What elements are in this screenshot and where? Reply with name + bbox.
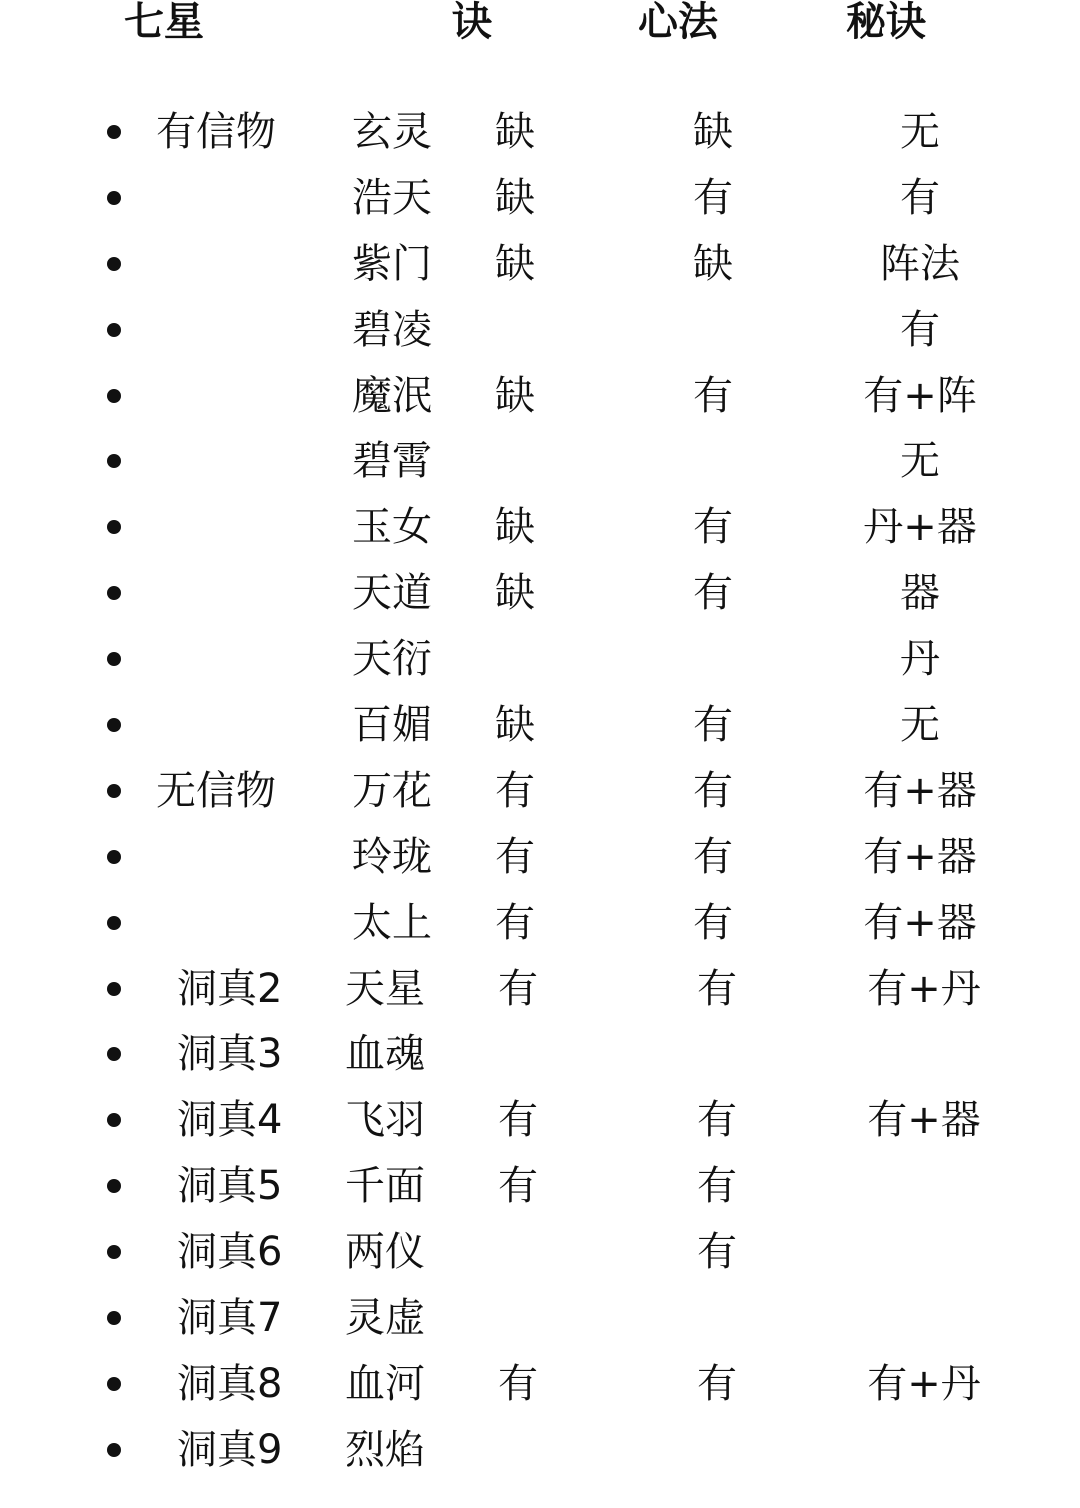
sect-name: 天道	[352, 570, 432, 617]
list-item	[0, 231, 1080, 297]
sect-name: 玉女	[352, 504, 432, 551]
group-label: 洞真2	[177, 965, 283, 1012]
sect-name: 烈焰	[345, 1426, 425, 1473]
list-item	[0, 890, 1080, 956]
mijue-value: 器	[900, 570, 940, 617]
sect-name: 碧霄	[352, 438, 432, 485]
bullet-icon	[107, 586, 121, 600]
sect-name: 浩天	[352, 174, 432, 221]
mijue-value: 有	[900, 306, 940, 353]
bullet-icon	[107, 1311, 121, 1325]
xinfa-value: 有	[693, 833, 733, 880]
list-item	[0, 1351, 1080, 1417]
xinfa-value: 有	[693, 767, 733, 814]
sect-name: 血魂	[345, 1031, 425, 1078]
list-item	[0, 297, 1080, 363]
mijue-value: 有+器	[867, 1097, 981, 1144]
xinfa-value: 有	[693, 570, 733, 617]
sect-name: 天星	[345, 965, 425, 1012]
list-item	[0, 363, 1080, 429]
xinfa-value: 有	[697, 1097, 737, 1144]
list-item	[0, 824, 1080, 890]
list-item	[0, 560, 1080, 626]
mijue-value: 丹	[900, 636, 940, 683]
jue-value: 有	[498, 1360, 538, 1407]
xinfa-value: 有	[697, 965, 737, 1012]
xinfa-value: 有	[697, 1229, 737, 1276]
mijue-value: 有+丹	[867, 1360, 981, 1407]
jue-value: 缺	[495, 702, 535, 749]
list-item	[0, 758, 1080, 824]
sect-name: 飞羽	[345, 1097, 425, 1144]
sect-name: 百媚	[352, 702, 432, 749]
sect-name: 灵虚	[345, 1295, 425, 1342]
list-item	[0, 165, 1080, 231]
list-item	[0, 1417, 1080, 1483]
mijue-value: 丹+器	[863, 504, 977, 551]
group-label: 无信物	[156, 767, 276, 814]
list-item	[0, 1153, 1080, 1219]
bullet-icon	[107, 1113, 121, 1127]
sect-name: 两仪	[345, 1229, 425, 1276]
group-label: 洞真9	[177, 1426, 283, 1473]
list-item	[0, 494, 1080, 560]
xinfa-value: 有	[693, 174, 733, 221]
jue-value: 有	[498, 1163, 538, 1210]
bullet-icon	[107, 1377, 121, 1391]
group-label: 洞真4	[177, 1097, 283, 1144]
list-item	[0, 1219, 1080, 1285]
xinfa-value: 有	[697, 1163, 737, 1210]
jue-value: 有	[495, 899, 535, 946]
xinfa-value: 有	[697, 1360, 737, 1407]
mijue-value: 有+器	[863, 899, 977, 946]
sect-name: 玄灵	[352, 109, 432, 155]
xinfa-value: 有	[693, 899, 733, 946]
bullet-icon	[107, 323, 121, 337]
sect-name: 魔泯	[352, 372, 432, 419]
bullet-icon	[107, 520, 121, 534]
xinfa-value: 缺	[693, 240, 733, 287]
bullet-icon	[107, 1443, 121, 1457]
group-label: 洞真6	[177, 1229, 283, 1276]
bullet-icon	[107, 454, 121, 468]
list-item	[0, 1285, 1080, 1351]
header-qixing: 七星	[124, 0, 204, 45]
bullet-icon	[107, 982, 121, 996]
list-item	[0, 1021, 1080, 1087]
mijue-value: 有+器	[863, 767, 977, 814]
xinfa-value: 缺	[693, 109, 733, 155]
sect-name: 紫门	[352, 240, 432, 287]
jue-value: 缺	[495, 570, 535, 617]
jue-value: 有	[495, 767, 535, 814]
bullet-icon	[107, 1179, 121, 1193]
jue-value: 缺	[495, 372, 535, 419]
xinfa-value: 有	[693, 702, 733, 749]
jue-value: 缺	[495, 504, 535, 551]
jue-value: 有	[498, 965, 538, 1012]
list-item	[0, 99, 1080, 165]
list-item	[0, 1087, 1080, 1153]
mijue-value: 阵法	[880, 240, 960, 287]
sect-name: 血河	[345, 1360, 425, 1407]
mijue-value: 无	[900, 438, 940, 485]
bullet-icon	[107, 257, 121, 271]
jue-value: 缺	[495, 109, 535, 155]
sect-list	[0, 99, 1080, 1483]
table-header	[0, 0, 1080, 60]
jue-value: 有	[498, 1097, 538, 1144]
mijue-value: 有	[900, 174, 940, 221]
bullet-icon	[107, 125, 121, 139]
xinfa-value: 有	[693, 504, 733, 551]
mijue-value: 有+阵	[863, 372, 977, 419]
group-label: 洞真5	[177, 1163, 283, 1210]
bullet-icon	[107, 850, 121, 864]
group-label: 洞真7	[177, 1295, 283, 1342]
list-item	[0, 692, 1080, 758]
bullet-icon	[107, 389, 121, 403]
bullet-icon	[107, 652, 121, 666]
header-mijue: 秘诀	[846, 0, 926, 45]
bullet-icon	[107, 1047, 121, 1061]
bullet-icon	[107, 1245, 121, 1259]
sect-name: 千面	[345, 1163, 425, 1210]
list-item	[0, 956, 1080, 1022]
group-label: 洞真3	[177, 1031, 283, 1078]
bullet-icon	[107, 784, 121, 798]
xinfa-value: 有	[693, 372, 733, 419]
mijue-value: 有+器	[863, 833, 977, 880]
bullet-icon	[107, 916, 121, 930]
mijue-value: 有+丹	[867, 965, 981, 1012]
header-jue: 诀	[452, 0, 492, 45]
jue-value: 缺	[495, 174, 535, 221]
group-label: 洞真8	[177, 1360, 283, 1407]
list-item	[0, 428, 1080, 494]
sect-name: 碧凌	[352, 306, 432, 353]
bullet-icon	[107, 718, 121, 732]
sect-name: 天衍	[352, 636, 432, 683]
mijue-value: 无	[900, 702, 940, 749]
header-xinfa: 心法	[638, 0, 718, 45]
group-label: 有信物	[156, 109, 276, 155]
sect-name: 太上	[352, 899, 432, 946]
sect-name: 玲珑	[352, 833, 432, 880]
mijue-value: 无	[900, 109, 940, 155]
jue-value: 有	[495, 833, 535, 880]
list-item	[0, 626, 1080, 692]
sect-name: 万花	[352, 767, 432, 814]
bullet-icon	[107, 191, 121, 205]
jue-value: 缺	[495, 240, 535, 287]
